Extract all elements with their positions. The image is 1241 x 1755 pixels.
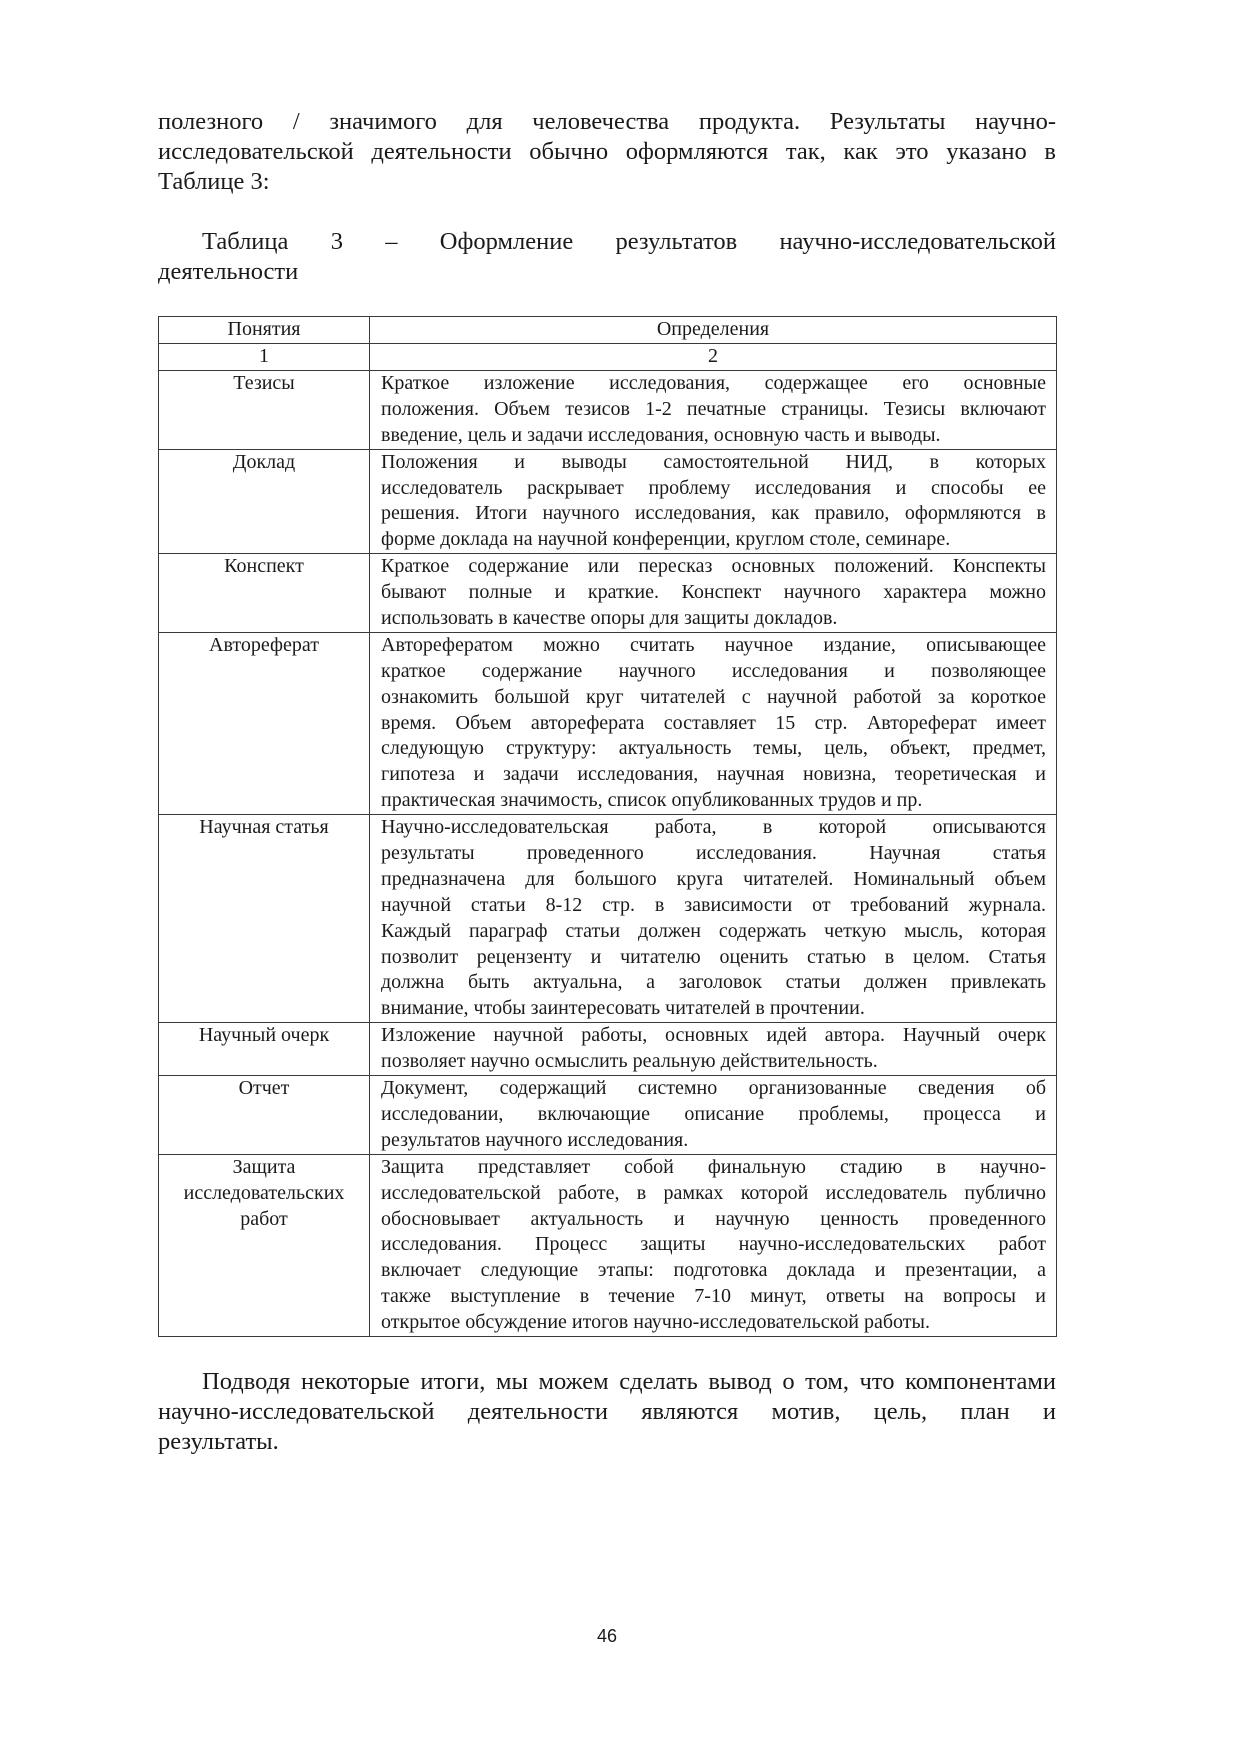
definition-cell (370, 371, 1057, 450)
definition-line: исследовательской работе, в рамках которой исследователь публично (381, 1181, 1046, 1204)
definition-cell (370, 1076, 1057, 1155)
table-row (159, 1076, 1057, 1155)
term-text: Доклад (232, 450, 296, 473)
definition-line: Положения и выводы самостоятельной НИД, в которых (381, 450, 1046, 473)
column-number-1: 1 (159, 344, 370, 371)
definition-line: предназначена для большого круга читателей. Номинальный объем (381, 867, 1046, 890)
definition-line: гипотеза и задачи исследования, научная новизна, теоретическая и (381, 763, 1046, 786)
caption-line: деятельности (158, 258, 299, 285)
table-row (159, 554, 1057, 633)
term-cell (159, 815, 370, 1023)
term-text: Научный очерк (198, 1024, 330, 1047)
conclusion-paragraph (158, 1367, 1056, 1457)
definition-line: Каждый параграф статьи должен содержать четкую мысль, которая (381, 919, 1046, 942)
term-cell (159, 1023, 370, 1076)
column-number-2: 2 (370, 344, 1057, 371)
table-row (159, 815, 1057, 1023)
definition-line: также выступление в течение 7-10 минут, ответы на вопросы и (381, 1285, 1046, 1308)
definition-line: позволяет научно осмыслить реальную действительность. (381, 1050, 878, 1073)
table-row (159, 1154, 1057, 1336)
definition-line: краткое содержание научного исследования и позволяющее (381, 659, 1046, 682)
header-terms: Понятия (159, 317, 370, 344)
definition-line: Документ, содержащий системно организованные сведения об (381, 1077, 1046, 1100)
definition-line: форме доклада на научной конференции, круглом столе, семинаре. (381, 528, 951, 551)
intro-line: исследовательской деятельности обычно оформляются так, как это указано в (158, 138, 1056, 165)
conclusion-line: результаты. (158, 1428, 279, 1455)
definition-line: Защита представляет собой финальную стадию в научно- (381, 1155, 1046, 1178)
definition-cell (370, 1023, 1057, 1076)
definition-line: научной статьи 8-12 стр. в зависимости от требований журнала. (381, 893, 1046, 916)
definition-cell (370, 449, 1057, 554)
table-header-row (159, 317, 1057, 344)
term-text: работ (240, 1207, 288, 1230)
table-caption (158, 227, 1056, 287)
definition-line: Краткое изложение исследования, содержащее его основные (381, 372, 1046, 394)
caption-line: Таблица 3 – Оформление результатов научно-исследовательской (202, 228, 1056, 255)
conclusion-line: Подводя некоторые итоги, мы можем сделать вывод о том, что компонентами (202, 1368, 1056, 1395)
definition-cell (370, 815, 1057, 1023)
definition-line: использовать в качестве опоры для защиты докладов. (381, 607, 838, 630)
definition-line: обосновывает актуальность и научную ценность проведенного (381, 1207, 1046, 1230)
definition-line: положения. Объем тезисов 1-2 печатные страницы. Тезисы включают (381, 397, 1046, 420)
term-cell (159, 449, 370, 554)
definition-cell (370, 632, 1057, 814)
term-text: Отчет (238, 1077, 290, 1100)
definition-line: Научно-исследовательская работа, в которой описываются (381, 816, 1046, 839)
definition-line: исследовании, включающие описание проблемы, процесса и (381, 1102, 1046, 1125)
intro-line: Таблице 3: (158, 168, 270, 195)
definition-line: введение, цель и задачи исследования, основную часть и выводы. (381, 423, 941, 446)
term-cell (159, 1076, 370, 1155)
term-text: Защита (232, 1155, 296, 1178)
term-cell (159, 554, 370, 633)
definition-line: должна быть актуальна, а заголовок статьи должен привлекать (381, 971, 1046, 994)
definition-line: время. Объем автореферата составляет 15 стр. Автореферат имеет (381, 711, 1046, 734)
term-text: Научная статья (199, 816, 329, 839)
definition-line: внимание, чтобы заинтересовать читателей в прочтении. (381, 997, 865, 1020)
definition-line: позволит рецензенту и читателю оценить статью в целом. Статья (381, 945, 1046, 968)
definition-line: следующую структуру: актуальность темы, цель, объект, предмет, (381, 737, 1046, 760)
term-text: исследовательских (183, 1181, 345, 1204)
definition-line: ознакомить большой круг читателей с научной работой за короткое (381, 685, 1046, 708)
page-number: 46 (596, 1626, 618, 1646)
definition-cell (370, 1154, 1057, 1336)
term-text: Тезисы (233, 372, 295, 394)
term-cell (159, 632, 370, 814)
intro-line: полезного / значимого для человечества продукта. Результаты научно- (158, 108, 1056, 135)
conclusion-line: научно-исследовательской деятельности являются мотив, цель, план и (158, 1398, 1056, 1425)
definition-line: исследования. Процесс защиты научно-исследовательских работ (381, 1233, 1046, 1256)
intro-paragraph (158, 107, 1056, 197)
table-row (159, 632, 1057, 814)
definition-line: бывают полные и краткие. Конспект научного характера можно (381, 581, 1046, 604)
table-number-row (159, 344, 1057, 371)
term-text: Автореферат (209, 633, 319, 656)
definition-line: результаты проведенного исследования. Научная статья (381, 842, 1046, 865)
definition-line: Авторефератом можно считать научное издание, описывающее (381, 633, 1046, 656)
definition-line: практическая значимость, список опубликованных трудов и пр. (381, 789, 923, 812)
table-row (159, 1023, 1057, 1076)
header-definitions: Определения (370, 317, 1057, 344)
definition-line: включает следующие этапы: подготовка доклада и презентации, а (381, 1259, 1046, 1282)
table-row (159, 371, 1057, 450)
term-cell (159, 371, 370, 450)
definition-line: решения. Итоги научного исследования, как правило, оформляются в (381, 502, 1046, 525)
definition-line: результатов научного исследования. (381, 1128, 689, 1151)
definition-line: открытое обсуждение итогов научно-исследовательской работы. (381, 1311, 930, 1334)
definition-line: исследователь раскрывает проблему исследования и способы ее (381, 476, 1046, 499)
table-row (159, 449, 1057, 554)
definition-line: Изложение научной работы, основных идей автора. Научный очерк (381, 1024, 1046, 1047)
term-text: Конспект (224, 555, 304, 578)
term-cell (159, 1154, 370, 1336)
definition-line: Краткое содержание или пересказ основных положений. Конспекты (381, 555, 1046, 578)
definition-cell (370, 554, 1057, 633)
results-table (158, 316, 1057, 1337)
